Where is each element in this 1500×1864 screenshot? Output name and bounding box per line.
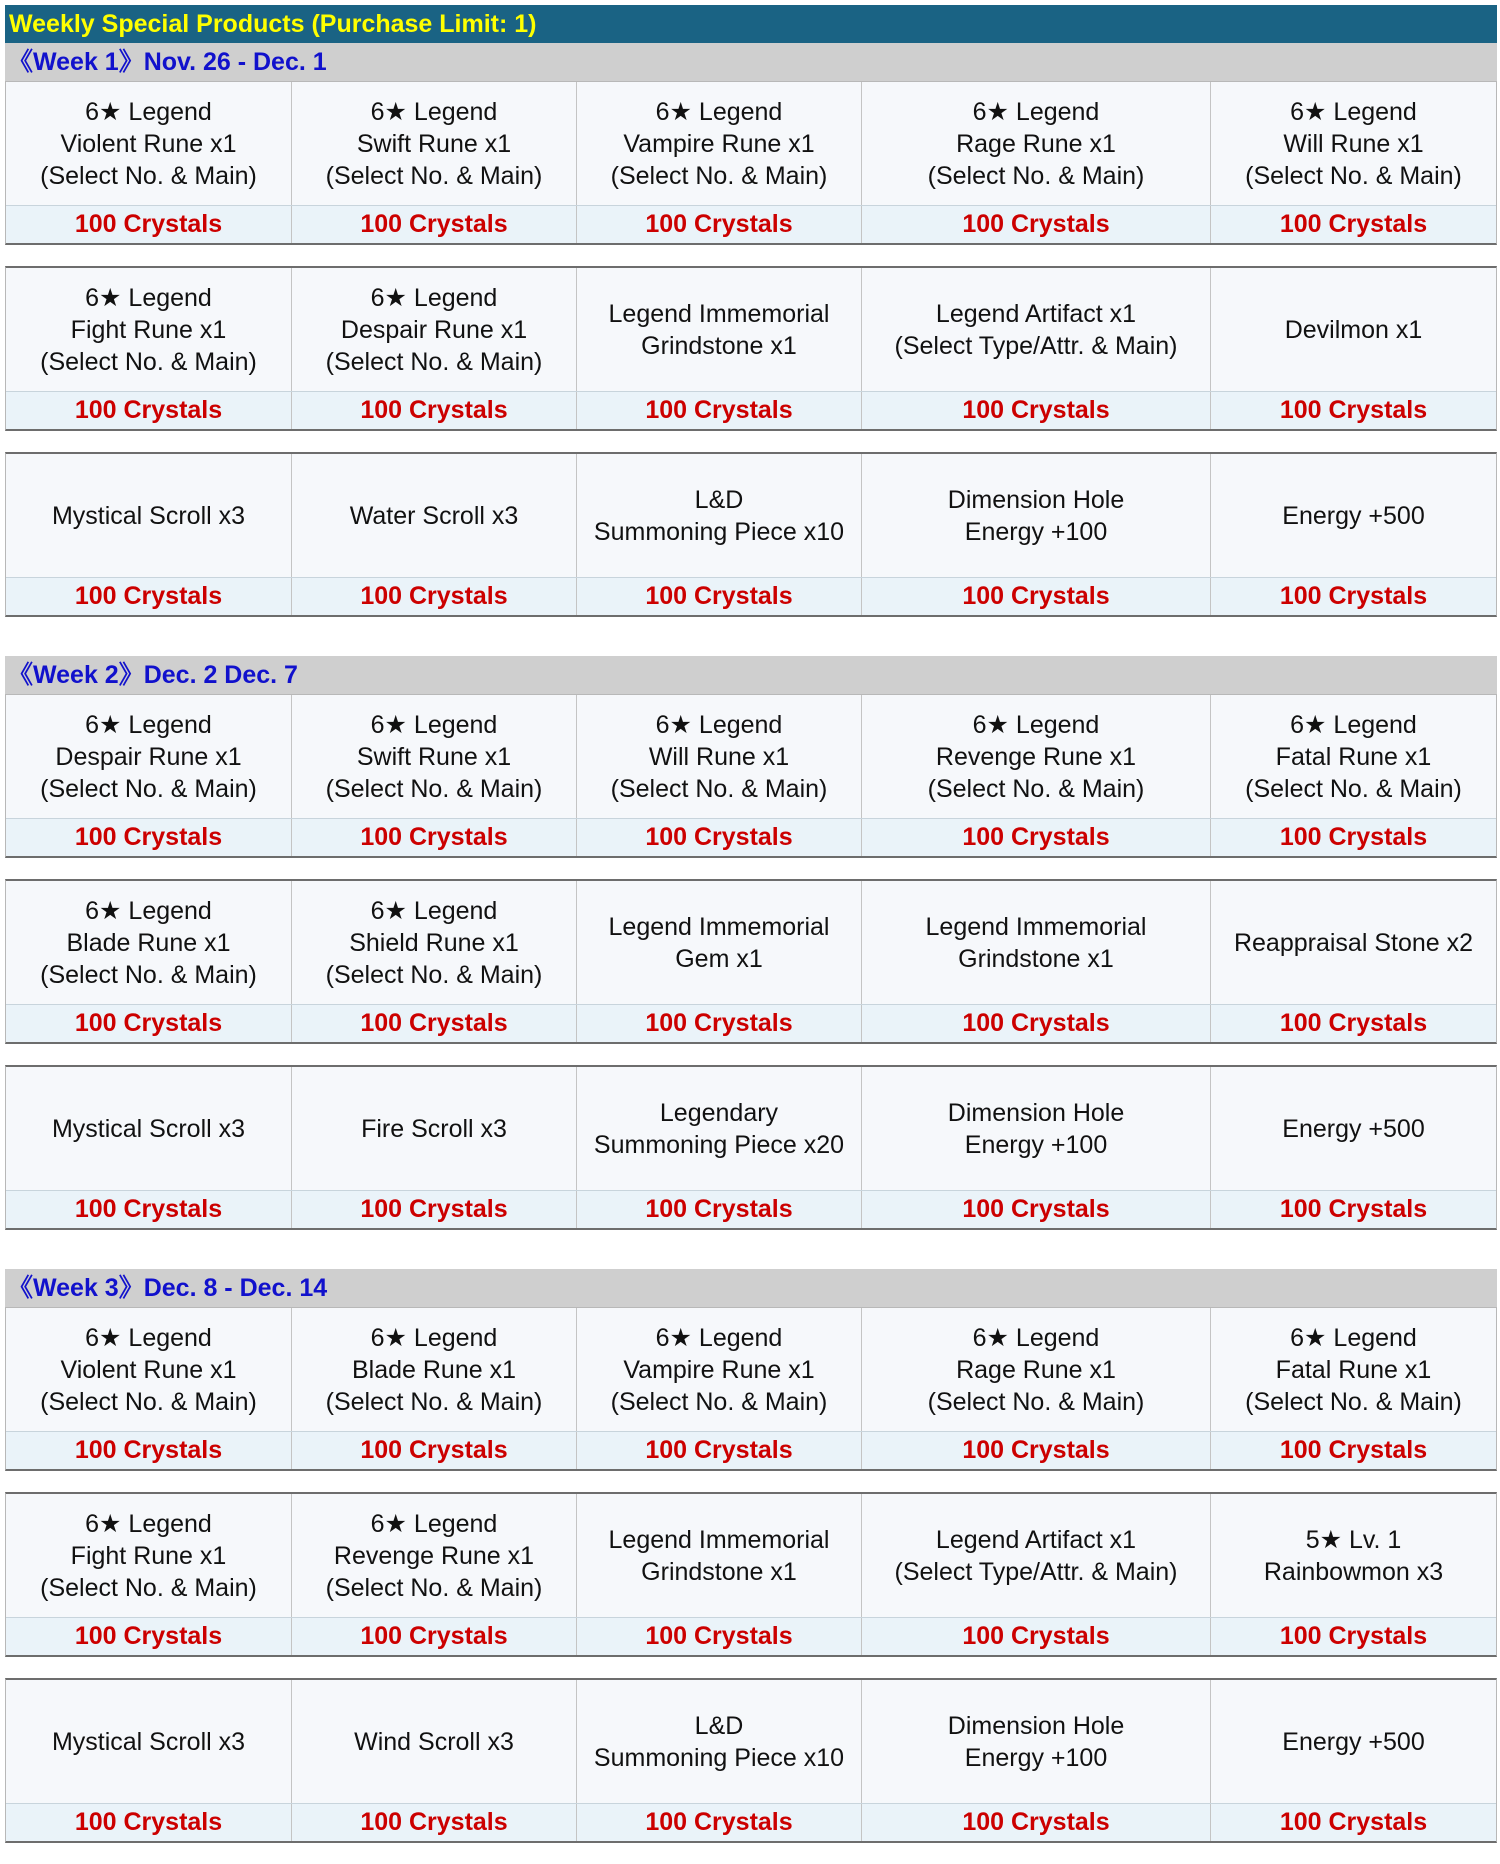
product-price: 100 Crystals — [292, 1005, 577, 1042]
product-block — [5, 266, 1497, 431]
product-block — [5, 452, 1497, 617]
product-name: 6★ Legend Revenge Rune x1 (Select No. & Main) — [862, 695, 1211, 818]
product-name-row — [6, 268, 1496, 391]
product-name: 6★ Legend Fight Rune x1 (Select No. & Main) — [6, 1494, 292, 1617]
product-name: Legend Artifact x1 (Select Type/Attr. & Main) — [862, 1494, 1211, 1617]
product-price: 100 Crystals — [1279, 1808, 1428, 1836]
page-title: Weekly Special Products (Purchase Limit: 1) — [5, 5, 1497, 43]
product-price: 100 Crystals — [292, 206, 577, 243]
product-price: 100 Crystals — [292, 1618, 577, 1655]
product-price: 100 Crystals — [292, 1191, 577, 1228]
product-block — [5, 694, 1497, 858]
product-name: 6★ Legend Swift Rune x1 (Select No. & Main) — [292, 82, 577, 205]
product-price: 100 Crystals — [292, 392, 577, 429]
product-price: 100 Crystals — [577, 206, 862, 243]
product-block — [5, 1678, 1497, 1843]
product-price: 100 Crystals — [6, 1432, 292, 1469]
product-price: 100 Crystals — [1279, 1436, 1428, 1464]
product-name: 5★ Lv. 1 Rainbowmon x3 — [1263, 1525, 1444, 1586]
product-name: 6★ Legend Fight Rune x1 (Select No. & Main) — [6, 268, 292, 391]
product-price: 100 Crystals — [577, 1804, 862, 1841]
product-name: 6★ Legend Rage Rune x1 (Select No. & Main) — [862, 1308, 1211, 1431]
product-name: Energy +500 — [1282, 1114, 1425, 1143]
product-name-row — [6, 454, 1496, 577]
product-name: Devilmon x1 — [1284, 315, 1423, 344]
product-name-row — [6, 881, 1496, 1004]
product-name: 6★ Legend Vampire Rune x1 (Select No. & Main) — [577, 82, 862, 205]
product-price: 100 Crystals — [577, 1005, 862, 1042]
product-name: 6★ Legend Will Rune x1 (Select No. & Main) — [1245, 97, 1462, 190]
product-price: 100 Crystals — [6, 578, 292, 615]
product-price: 100 Crystals — [292, 1804, 577, 1841]
product-name: 6★ Legend Fatal Rune x1 (Select No. & Main) — [1245, 1323, 1462, 1416]
product-price: 100 Crystals — [862, 1618, 1211, 1655]
product-block — [5, 81, 1497, 245]
product-name: Wind Scroll x3 — [292, 1680, 577, 1803]
product-price: 100 Crystals — [292, 1432, 577, 1469]
product-price: 100 Crystals — [6, 819, 292, 856]
section-spacer — [5, 638, 1497, 656]
product-name-row — [6, 1067, 1496, 1190]
product-price: 100 Crystals — [577, 1618, 862, 1655]
product-price: 100 Crystals — [6, 206, 292, 243]
product-name: 6★ Legend Vampire Rune x1 (Select No. & Main) — [577, 1308, 862, 1431]
product-price: 100 Crystals — [1279, 582, 1428, 610]
product-name: Mystical Scroll x3 — [6, 454, 292, 577]
week-section — [5, 656, 1497, 1230]
weekly-special-products-page — [5, 5, 1497, 1864]
product-name: Dimension Hole Energy +100 — [862, 454, 1211, 577]
product-price-row — [6, 577, 1496, 615]
product-name: L&D Summoning Piece x10 — [577, 1680, 862, 1803]
product-name-row — [6, 695, 1496, 818]
product-block — [5, 1492, 1497, 1657]
product-price: 100 Crystals — [577, 392, 862, 429]
product-block — [5, 1307, 1497, 1471]
product-name-row — [6, 1308, 1496, 1431]
product-name: 6★ Legend Despair Rune x1 (Select No. & Main) — [6, 695, 292, 818]
product-price-row — [6, 205, 1496, 243]
product-name: Legend Artifact x1 (Select Type/Attr. & Main) — [862, 268, 1211, 391]
product-name: 6★ Legend Despair Rune x1 (Select No. & Main) — [292, 268, 577, 391]
product-price: 100 Crystals — [1279, 210, 1428, 238]
week-header: 《Week 2》Dec. 2 Dec. 7 — [5, 656, 1497, 694]
product-name: Legendary Summoning Piece x20 — [577, 1067, 862, 1190]
week-section — [5, 43, 1497, 617]
product-price: 100 Crystals — [6, 1618, 292, 1655]
product-price-row — [6, 1190, 1496, 1228]
product-name: Mystical Scroll x3 — [6, 1067, 292, 1190]
product-name: L&D Summoning Piece x10 — [577, 454, 862, 577]
product-name: Legend Immemorial Grindstone x1 — [577, 268, 862, 391]
product-price: 100 Crystals — [577, 1432, 862, 1469]
product-name: 6★ Legend Fatal Rune x1 (Select No. & Main) — [1245, 710, 1462, 803]
product-price: 100 Crystals — [862, 1005, 1211, 1042]
product-price: 100 Crystals — [1279, 823, 1428, 851]
product-name: 6★ Legend Swift Rune x1 (Select No. & Main) — [292, 695, 577, 818]
product-name: Dimension Hole Energy +100 — [862, 1067, 1211, 1190]
product-price-row — [6, 1004, 1496, 1042]
product-name: 6★ Legend Violent Rune x1 (Select No. & Main) — [6, 82, 292, 205]
product-price: 100 Crystals — [6, 1191, 292, 1228]
product-price-row — [6, 1803, 1496, 1841]
product-price: 100 Crystals — [6, 392, 292, 429]
product-name: 6★ Legend Blade Rune x1 (Select No. & Main) — [292, 1308, 577, 1431]
product-name: 6★ Legend Will Rune x1 (Select No. & Main) — [577, 695, 862, 818]
product-price: 100 Crystals — [1279, 396, 1428, 424]
product-price: 100 Crystals — [6, 1005, 292, 1042]
product-block — [5, 1065, 1497, 1230]
product-price: 100 Crystals — [862, 1191, 1211, 1228]
product-block — [5, 879, 1497, 1044]
product-price: 100 Crystals — [6, 1804, 292, 1841]
product-name: 6★ Legend Shield Rune x1 (Select No. & Main) — [292, 881, 577, 1004]
week-header: 《Week 3》Dec. 8 - Dec. 14 — [5, 1269, 1497, 1307]
product-price: 100 Crystals — [862, 206, 1211, 243]
product-name: Mystical Scroll x3 — [6, 1680, 292, 1803]
product-name-row — [6, 1680, 1496, 1803]
product-price: 100 Crystals — [862, 1804, 1211, 1841]
product-name: 6★ Legend Blade Rune x1 (Select No. & Main) — [6, 881, 292, 1004]
product-price-row — [6, 1617, 1496, 1655]
product-price: 100 Crystals — [292, 819, 577, 856]
product-name: Energy +500 — [1282, 1727, 1425, 1756]
product-price: 100 Crystals — [862, 578, 1211, 615]
product-price-row — [6, 818, 1496, 856]
section-spacer — [5, 1251, 1497, 1269]
product-name: Legend Immemorial Gem x1 — [577, 881, 862, 1004]
product-price: 100 Crystals — [577, 1191, 862, 1228]
week-header: 《Week 1》Nov. 26 - Dec. 1 — [5, 43, 1497, 81]
product-price: 100 Crystals — [1279, 1009, 1428, 1037]
product-price-row — [6, 1431, 1496, 1469]
product-name-row — [6, 1494, 1496, 1617]
product-name: Water Scroll x3 — [292, 454, 577, 577]
product-name: Fire Scroll x3 — [292, 1067, 577, 1190]
product-price: 100 Crystals — [862, 392, 1211, 429]
product-price: 100 Crystals — [292, 578, 577, 615]
product-name: Dimension Hole Energy +100 — [862, 1680, 1211, 1803]
product-name: Energy +500 — [1282, 501, 1425, 530]
product-name: 6★ Legend Revenge Rune x1 (Select No. & Main) — [292, 1494, 577, 1617]
product-name: 6★ Legend Rage Rune x1 (Select No. & Main) — [862, 82, 1211, 205]
product-price: 100 Crystals — [577, 578, 862, 615]
product-name: Legend Immemorial Grindstone x1 — [577, 1494, 862, 1617]
product-price-row — [6, 391, 1496, 429]
week-section — [5, 1269, 1497, 1843]
product-name: Reappraisal Stone x2 — [1233, 928, 1474, 957]
product-name-row — [6, 82, 1496, 205]
product-price: 100 Crystals — [862, 819, 1211, 856]
product-price: 100 Crystals — [1279, 1622, 1428, 1650]
product-price: 100 Crystals — [1279, 1195, 1428, 1223]
product-name: 6★ Legend Violent Rune x1 (Select No. & Main) — [6, 1308, 292, 1431]
product-price: 100 Crystals — [577, 819, 862, 856]
product-price: 100 Crystals — [862, 1432, 1211, 1469]
product-name: Legend Immemorial Grindstone x1 — [862, 881, 1211, 1004]
